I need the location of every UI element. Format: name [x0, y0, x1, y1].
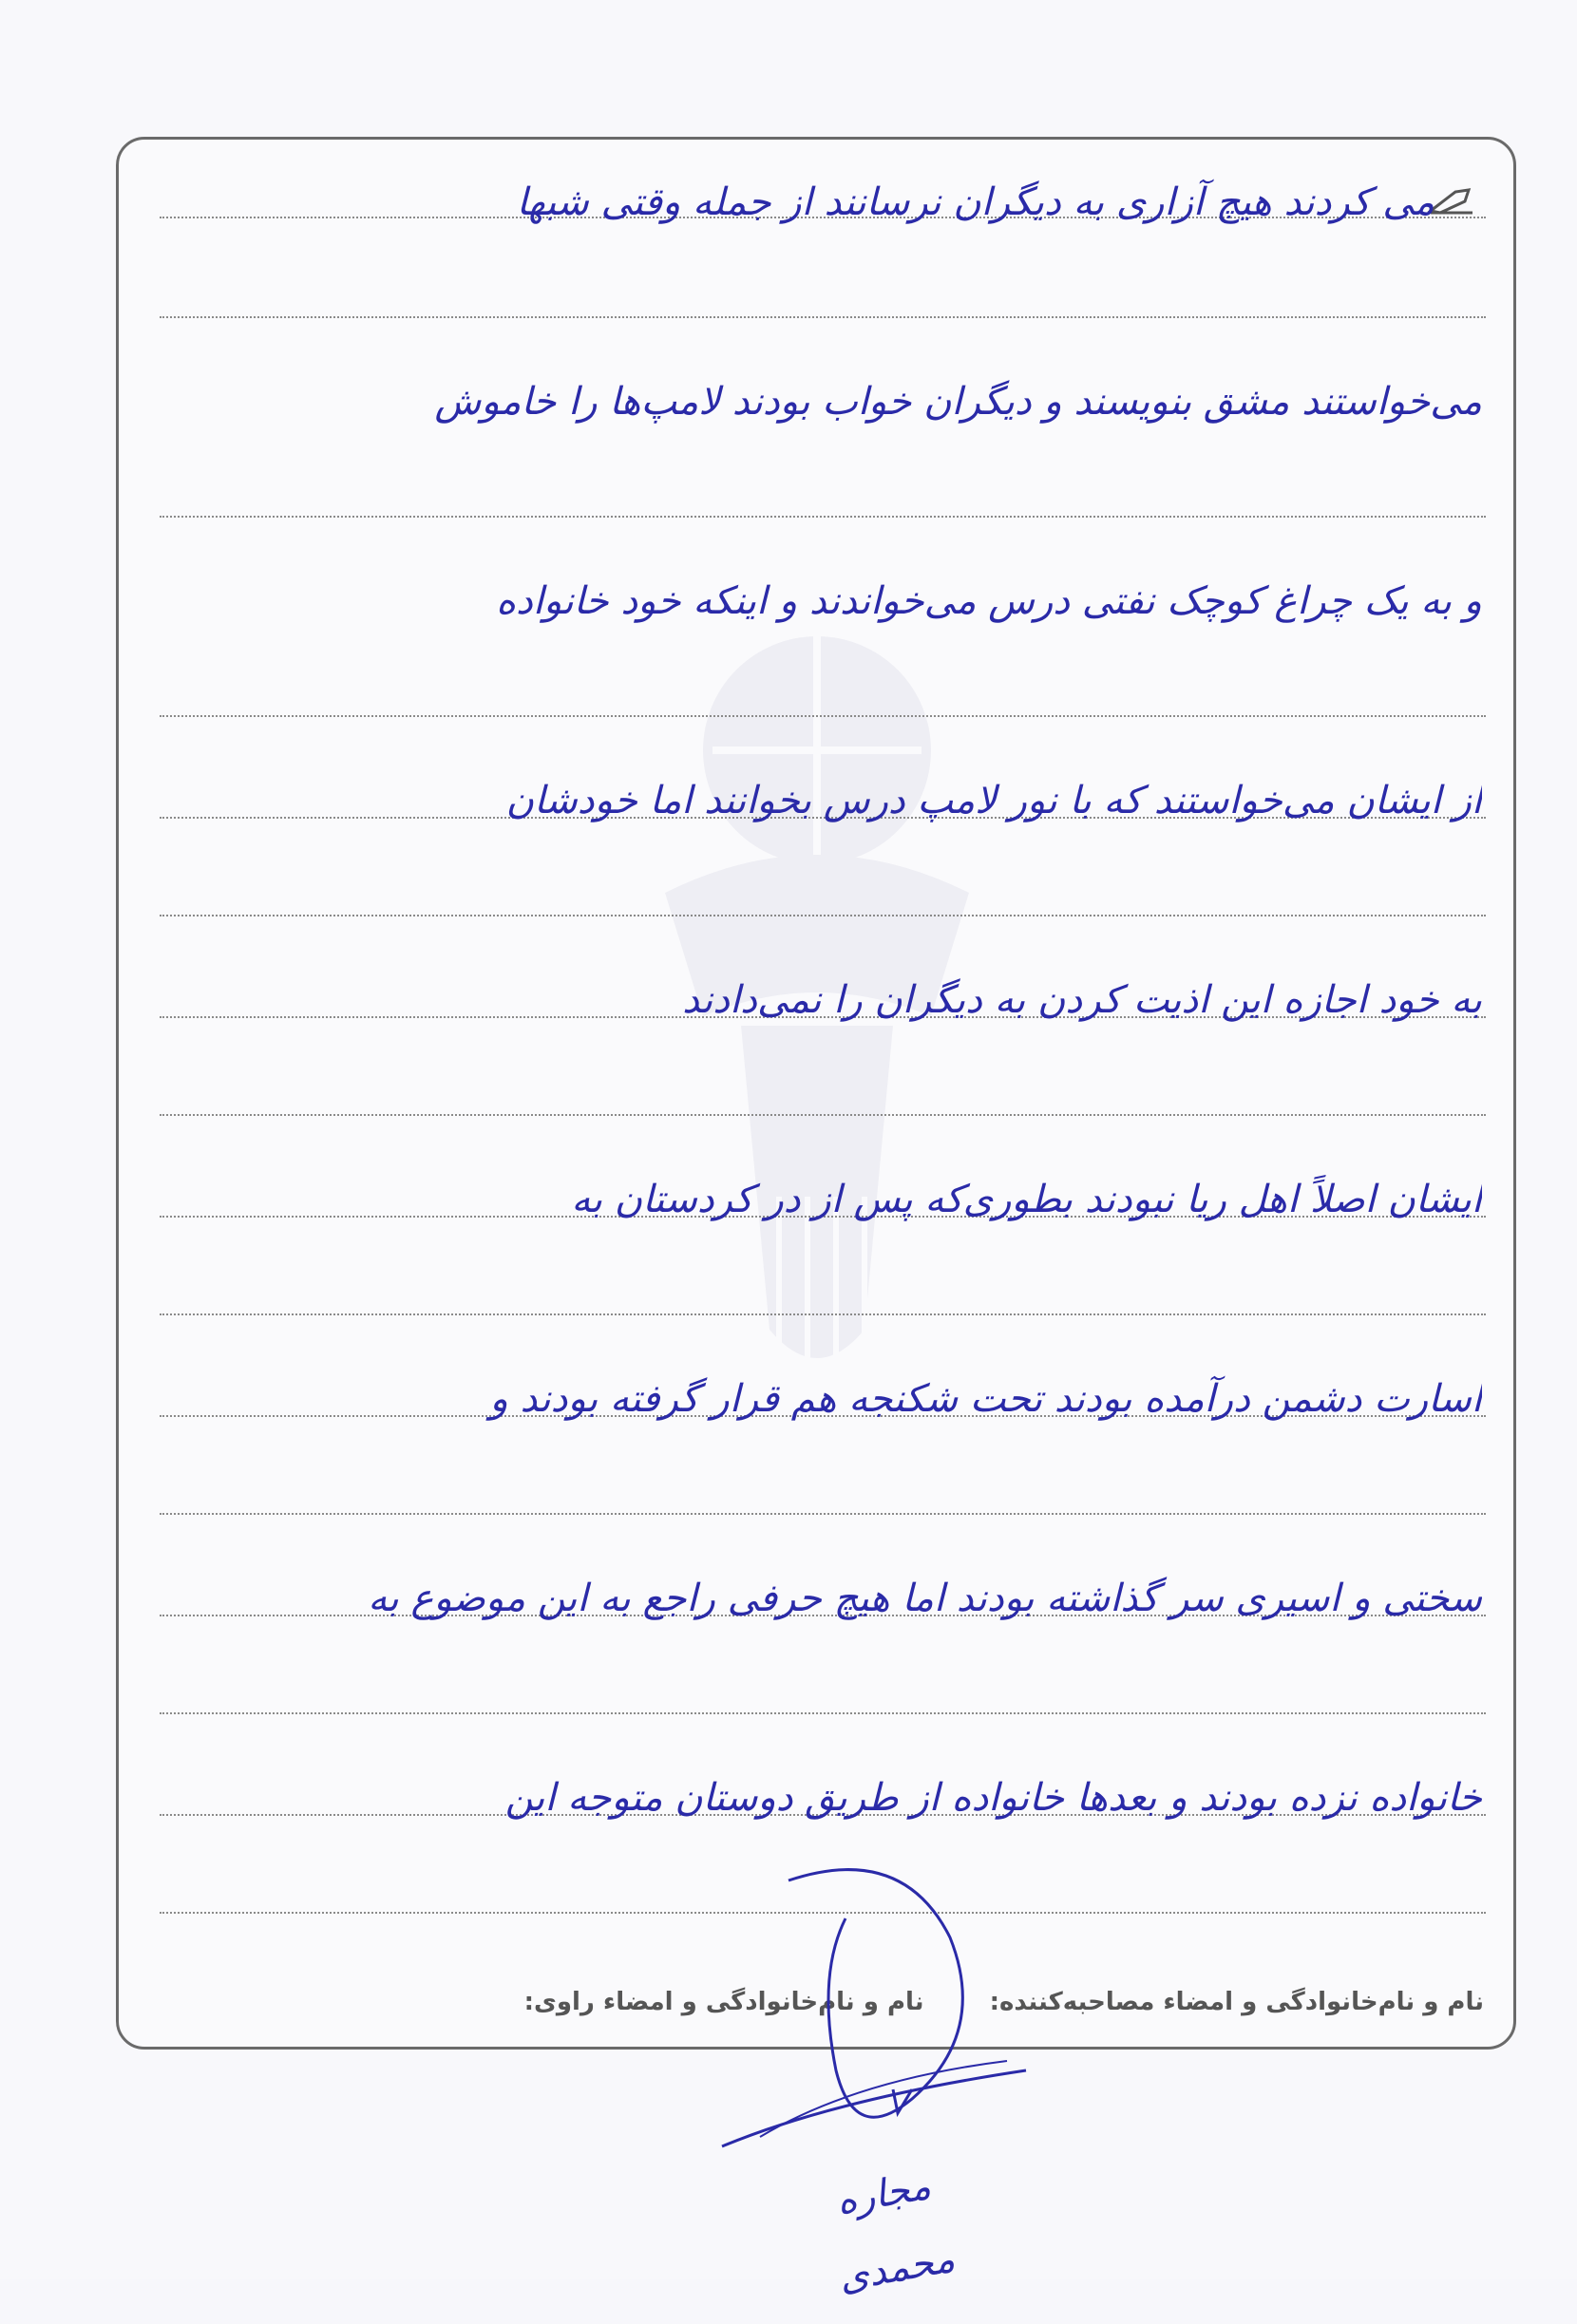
narrator-signature-label: نام و نام‌خانوادگی و امضاء راوی: [523, 1988, 924, 2016]
ruled-line [160, 1114, 1486, 1116]
handwritten-line: سختی و اسیری سر گذاشته بودند اما هیچ حرفی راجع به این موضوع به [368, 1577, 1482, 1620]
handwritten-line: به خود اجازه این اذیت کردن به دیگران را نمی‌دادند [682, 978, 1482, 1022]
handwritten-line: می کردند هیچ آزاری به دیگران نرسانند از جمله وقتی شبها [516, 180, 1434, 224]
handwritten-line: خانواده نزده بودند و بعدها خانواده از طریق دوستان متوجه این [504, 1776, 1482, 1820]
handwritten-line: از ایشان می‌خواستند که با نور لامپ درس بخوانند اما خودشان [505, 779, 1482, 822]
ruled-line [160, 1513, 1486, 1515]
ruled-line [160, 715, 1486, 717]
interviewer-signature-label: نام و نام‌خانوادگی و امضاء مصاحبه‌کننده: [989, 1988, 1484, 2016]
signature-name: مجاره محمدی [832, 2163, 959, 2301]
handwritten-line: می‌خواستند مشق بنویسند و دیگران خواب بودند لامپ‌ها را خاموش [434, 380, 1482, 424]
signature-scribble [703, 1861, 1045, 2175]
ruled-line [160, 316, 1486, 318]
ruled-line [160, 516, 1486, 518]
ruled-line [160, 915, 1486, 916]
ruled-line [160, 1313, 1486, 1315]
handwritten-line: اسارت دشمن درآمده بودند تحت شکنجه هم قرار گرفته بودند و [489, 1377, 1482, 1421]
handwritten-line: ایشان اصلاً اهل ریا نبودند بطوری‌که پس از در کردستان به [571, 1178, 1482, 1221]
ruled-line [160, 1712, 1486, 1714]
handwritten-line: و به یک چراغ کوچک نفتی درس می‌خواندند و اینکه خود خانواده [496, 579, 1482, 623]
